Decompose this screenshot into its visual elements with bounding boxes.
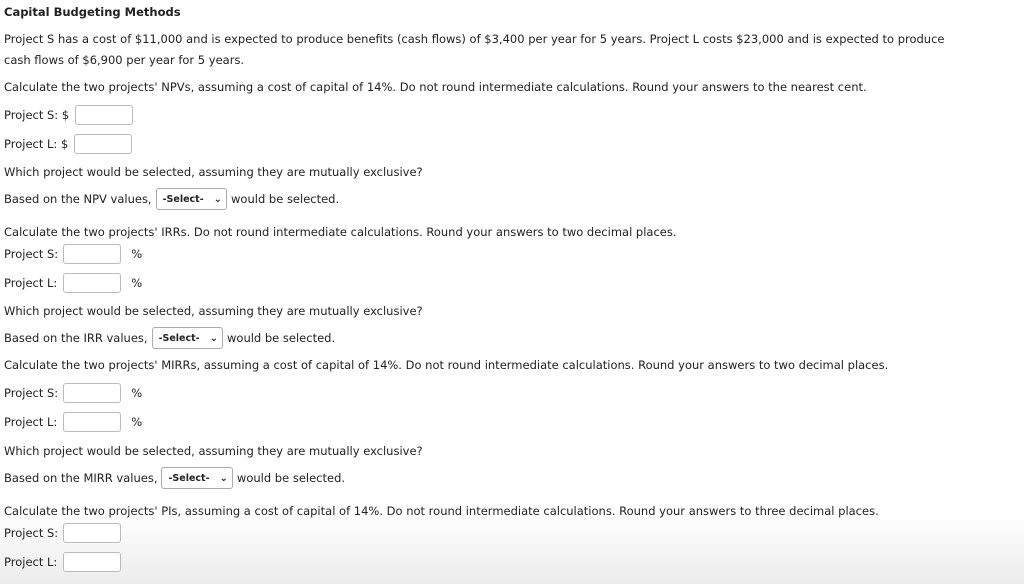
irr-select-value: -Select- (158, 332, 200, 344)
irr-based-label: Based on the IRR values, (4, 331, 148, 345)
npv-select-value: -Select- (162, 193, 204, 205)
mirr-l-label: Project L: (4, 415, 58, 429)
mirr-l-input[interactable] (63, 412, 121, 432)
pi-s-input[interactable] (63, 523, 121, 543)
page-title: Capital Budgeting Methods (4, 5, 181, 19)
pi-l-label: Project L: (4, 555, 58, 569)
irr-question: Which project would be selected, assuming they are mutually exclusive? (4, 304, 423, 318)
irr-s-input[interactable] (63, 244, 121, 264)
irr-l-row (4, 271, 142, 295)
npv-l-input[interactable] (74, 134, 132, 154)
irr-s-row (4, 242, 142, 266)
irr-s-label: Project S: (4, 247, 59, 261)
mirr-question: Which project would be selected, assuming they are mutually exclusive? (4, 444, 423, 458)
percent-label: % (131, 247, 143, 261)
mirr-s-input[interactable] (63, 383, 121, 403)
intro-text: Project S has a cost of $11,000 and is expected to produce benefits (cash flows) of $3,400 per year for 5 years. Project L costs $23,000 and is expected to produce (4, 32, 945, 46)
mirr-select-value: -Select- (168, 472, 210, 484)
npv-after-label: would be selected. (231, 192, 340, 206)
npv-based-label: Based on the NPV values, (4, 192, 152, 206)
irr-prompt: Calculate the two projects' IRRs. Do not round intermediate calculations. Round your answers to two decimal places. (4, 225, 677, 239)
mirr-based-label: Based on the MIRR values, (4, 471, 158, 485)
pi-l-input[interactable] (63, 552, 121, 572)
irr-select[interactable] (152, 327, 223, 349)
mirr-select-row (4, 466, 345, 490)
npv-s-label: Project S: $ (4, 108, 70, 122)
npv-select[interactable] (156, 188, 227, 210)
mirr-select[interactable] (161, 467, 232, 489)
mirr-s-row (4, 381, 142, 405)
mirr-prompt: Calculate the two projects' MIRRs, assuming a cost of capital of 14%. Do not round intermediate calculations. Round your answers to two decimal places. (4, 358, 889, 372)
mirr-l-row (4, 410, 142, 434)
mirr-after-label: would be selected. (236, 471, 346, 485)
npv-s-row (4, 103, 133, 127)
npv-l-row (4, 132, 132, 156)
npv-prompt: Calculate the two projects' NPVs, assuming a cost of capital of 14%. Do not round intermediate calculations. Round your answers to the nearest cent. (4, 80, 867, 94)
intro-text-2: cash flows of $6,900 per year for 5 years. (4, 53, 245, 67)
percent-label: % (131, 276, 143, 290)
irr-l-input[interactable] (63, 273, 121, 293)
irr-after-label: would be selected. (227, 331, 336, 345)
npv-select-row (4, 187, 339, 211)
irr-l-label: Project L: (4, 276, 58, 290)
irr-select-row (4, 326, 335, 350)
chevron-down-icon: ⌄ (213, 193, 223, 205)
pi-s-row (4, 521, 121, 545)
pi-prompt: Calculate the two projects' PIs, assuming a cost of capital of 14%. Do not round intermediate calculations. Round your answers to three decimal places. (4, 504, 879, 518)
chevron-down-icon: ⌄ (219, 472, 228, 484)
npv-question: Which project would be selected, assuming they are mutually exclusive? (4, 165, 423, 179)
npv-l-label: Project L: $ (4, 137, 69, 151)
chevron-down-icon: ⌄ (209, 332, 218, 344)
pi-s-label: Project S: (4, 526, 59, 540)
pi-l-row (4, 550, 121, 574)
percent-label: % (131, 415, 143, 429)
npv-s-input[interactable] (75, 105, 133, 125)
percent-label: % (131, 386, 143, 400)
mirr-s-label: Project S: (4, 386, 59, 400)
bottom-fade (0, 514, 1024, 584)
